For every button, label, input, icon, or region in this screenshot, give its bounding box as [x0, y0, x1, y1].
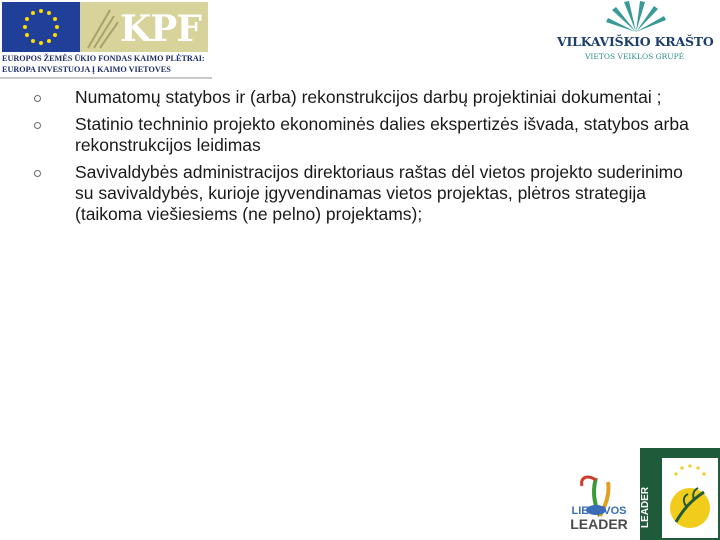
- bullet-icon: [34, 170, 41, 177]
- lietuvos-leader-text: [566, 505, 632, 531]
- list-item-text: Numatomų statybos ir (arba) rekonstrukcijos darbų projektiniai dokumentai ;: [75, 87, 662, 107]
- eu-fund-caption: [2, 53, 212, 75]
- list-item: [30, 162, 690, 225]
- eu-stars-icon: [2, 2, 80, 52]
- kpf-logo: [80, 2, 208, 52]
- bullet-icon: [34, 95, 41, 102]
- list-item: [30, 87, 690, 108]
- eu-leader-logo: [640, 448, 720, 540]
- header-divider: [0, 77, 212, 79]
- eu-fund-caption-line: EUROPA INVESTUOJA Į KAIMO VIETOVES: [2, 65, 171, 74]
- group-subtitle: VIETOS VEIKLOS GRUPĖ: [585, 52, 685, 61]
- group-name: VILKAVIŠKIO KRAŠTO: [557, 34, 714, 49]
- vvg-fan-icon: [596, 0, 676, 34]
- leader-word: LEADER: [570, 516, 628, 532]
- lietuvos-word: LIETUVOS: [571, 505, 627, 517]
- list-item-text: Savivaldybės administracijos direktoriaus raštas dėl vietos projekto suderinimo su savivaldybės, kurioje įgyvendinamas vietos projektas, plėtros strategija (taikoma viešiesiems (ne pelno) projektams);: [75, 162, 683, 224]
- list-item-text: Statinio techninio projekto ekonominės dalies ekspertizės išvada, statybos arba rekonstrukcijos leidimas: [75, 114, 689, 155]
- bullet-icon: [34, 122, 41, 129]
- kpf-logo-text: KPF: [120, 8, 201, 50]
- bullet-list: [30, 87, 690, 231]
- eu-leader-word: LEADER: [640, 486, 651, 528]
- list-item: [30, 114, 690, 156]
- eu-flag-logo: [2, 2, 80, 52]
- eu-fund-caption-line: EUROPOS ŽEMĖS ŪKIO FONDAS KAIMO PLĖTRAI:: [2, 54, 205, 63]
